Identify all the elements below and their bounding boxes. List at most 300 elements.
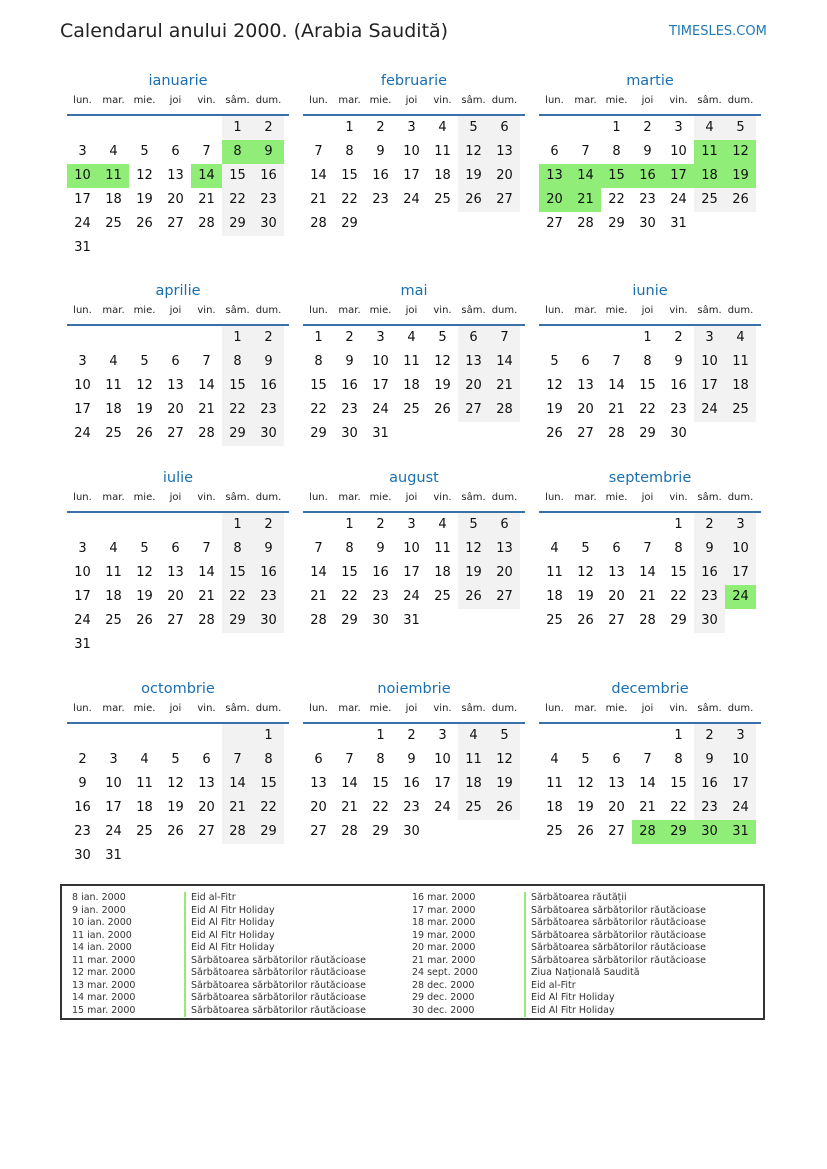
day-cell: 29 xyxy=(310,426,327,441)
day-cell: 25 xyxy=(434,192,451,207)
day-cell: 8 xyxy=(674,752,683,767)
week-row xyxy=(303,513,525,537)
day-cell: 11 xyxy=(105,378,122,393)
empty-day-cell xyxy=(334,724,365,748)
week-row xyxy=(303,748,525,772)
empty-day-cell xyxy=(67,513,98,537)
day-cell: 17 xyxy=(74,589,91,604)
legend-color-bar xyxy=(184,905,186,918)
month-octombrie xyxy=(67,678,289,868)
day-cell: 11 xyxy=(546,776,563,791)
weekday-label: joi xyxy=(641,95,654,106)
day-cell: 1 xyxy=(345,517,354,532)
day-cell: 18 xyxy=(105,192,122,207)
week-row xyxy=(67,796,289,820)
empty-day-cell xyxy=(222,236,253,260)
day-cell: 7 xyxy=(643,752,652,767)
day-cell: 9 xyxy=(345,354,354,369)
day-cell: 21 xyxy=(198,589,215,604)
day-cell: 24 xyxy=(105,824,122,839)
day-cell: 25 xyxy=(694,188,725,212)
day-cell: 27 xyxy=(489,188,520,212)
day-cell: 9 xyxy=(376,144,385,159)
empty-day-cell xyxy=(160,116,191,140)
legend-item xyxy=(72,917,366,930)
weekday-header xyxy=(303,491,525,513)
day-cell: 2 xyxy=(643,120,652,135)
empty-day-cell xyxy=(222,724,253,748)
day-cell: 18 xyxy=(458,772,489,796)
legend-color-bar xyxy=(184,930,186,943)
holiday-day-cell: 29 xyxy=(663,820,694,844)
day-cell: 10 xyxy=(372,354,389,369)
day-cell: 13 xyxy=(198,776,215,791)
day-cell: 16 xyxy=(372,565,389,580)
legend-holiday-name: Sărbătoarea sărbătorilor răutăcioase xyxy=(191,1004,366,1016)
legend-date: 10 ian. 2000 xyxy=(72,917,132,928)
day-cell: 8 xyxy=(674,541,683,556)
day-cell: 14 xyxy=(489,350,520,374)
legend-color-bar xyxy=(184,942,186,955)
day-cell: 10 xyxy=(105,776,122,791)
empty-day-cell xyxy=(191,116,222,140)
day-cell: 26 xyxy=(136,216,153,231)
day-cell: 10 xyxy=(670,144,687,159)
day-cell: 11 xyxy=(546,565,563,580)
day-cell: 6 xyxy=(612,752,621,767)
day-cell: 23 xyxy=(253,188,284,212)
day-cell: 2 xyxy=(345,330,354,345)
brand-link[interactable]: TIMESLES.COM xyxy=(669,24,767,39)
week-row xyxy=(67,609,289,633)
month-name: iulie xyxy=(162,470,194,486)
day-cell: 28 xyxy=(608,426,625,441)
day-cell: 22 xyxy=(639,402,656,417)
empty-day-cell xyxy=(191,326,222,350)
day-cell: 13 xyxy=(310,776,327,791)
weekday-label: vin. xyxy=(197,95,216,106)
day-cell: 20 xyxy=(608,800,625,815)
weekday-label: dum. xyxy=(491,95,518,106)
day-cell: 25 xyxy=(136,824,153,839)
day-cell: 31 xyxy=(74,637,91,652)
week-row xyxy=(67,537,289,561)
day-cell: 17 xyxy=(403,168,420,183)
day-cell: 18 xyxy=(105,402,122,417)
empty-day-cell xyxy=(539,513,570,537)
month-ianuarie xyxy=(67,70,289,260)
day-cell: 8 xyxy=(314,354,323,369)
weekday-label: mar. xyxy=(338,703,361,714)
weekday-label: dum. xyxy=(255,492,282,503)
day-cell: 28 xyxy=(310,613,327,628)
weekday-label: vin. xyxy=(669,95,688,106)
day-cell: 23 xyxy=(670,402,687,417)
week-row xyxy=(539,188,761,212)
day-cell: 5 xyxy=(438,330,447,345)
day-cell: 20 xyxy=(167,402,184,417)
day-cell: 4 xyxy=(438,120,447,135)
empty-day-cell xyxy=(129,513,160,537)
empty-day-cell xyxy=(570,116,601,140)
legend-holiday-name: Sărbătoarea sărbătorilor răutăcioase xyxy=(191,954,366,966)
day-cell: 20 xyxy=(310,800,327,815)
day-cell: 30 xyxy=(253,212,284,236)
day-cell: 7 xyxy=(643,541,652,556)
day-cell: 24 xyxy=(74,426,91,441)
holiday-day-cell: 21 xyxy=(570,188,601,212)
weekday-label: mie. xyxy=(133,492,156,503)
empty-day-cell xyxy=(539,326,570,350)
week-row xyxy=(539,116,761,140)
weekday-label: mar. xyxy=(574,305,597,316)
legend-date: 12 mar. 2000 xyxy=(72,967,136,978)
weekday-label: vin. xyxy=(433,492,452,503)
holiday-day-cell: 24 xyxy=(725,585,756,609)
empty-day-cell xyxy=(222,633,253,657)
day-cell: 4 xyxy=(109,144,118,159)
day-cell: 1 xyxy=(222,116,253,140)
day-cell: 17 xyxy=(74,402,91,417)
day-cell: 7 xyxy=(612,354,621,369)
day-cell: 3 xyxy=(109,752,118,767)
day-cell: 5 xyxy=(489,724,520,748)
week-row xyxy=(67,748,289,772)
day-cell: 23 xyxy=(341,402,358,417)
day-cell: 20 xyxy=(489,561,520,585)
day-cell: 15 xyxy=(372,776,389,791)
day-cell: 4 xyxy=(140,752,149,767)
day-cell: 20 xyxy=(577,402,594,417)
week-row xyxy=(67,236,289,260)
day-cell: 12 xyxy=(136,378,153,393)
empty-day-cell xyxy=(396,212,427,236)
empty-day-cell xyxy=(570,724,601,748)
weekday-label: vin. xyxy=(433,703,452,714)
week-row xyxy=(67,350,289,374)
day-cell: 11 xyxy=(136,776,153,791)
day-cell: 7 xyxy=(202,354,211,369)
day-cell: 16 xyxy=(670,378,687,393)
weekday-label: sâm. xyxy=(697,305,722,316)
day-cell: 14 xyxy=(639,776,656,791)
day-cell: 3 xyxy=(407,120,416,135)
empty-day-cell xyxy=(601,724,632,748)
day-cell: 12 xyxy=(167,776,184,791)
day-cell: 25 xyxy=(403,402,420,417)
holiday-day-cell: 8 xyxy=(222,140,253,164)
weekday-label: lun. xyxy=(309,305,328,316)
legend-item xyxy=(412,892,706,905)
day-cell: 28 xyxy=(639,613,656,628)
holiday-day-cell: 10 xyxy=(67,164,98,188)
day-cell: 29 xyxy=(341,613,358,628)
day-cell: 16 xyxy=(403,776,420,791)
legend-holiday-name: Eid al-Fitr xyxy=(531,979,576,991)
week-row xyxy=(303,820,525,844)
empty-day-cell xyxy=(601,326,632,350)
day-cell: 11 xyxy=(434,541,451,556)
weekday-label: dum. xyxy=(491,492,518,503)
weekday-label: sâm. xyxy=(461,703,486,714)
weekday-label: mie. xyxy=(133,305,156,316)
day-cell: 5 xyxy=(458,116,489,140)
day-cell: 5 xyxy=(581,541,590,556)
legend-date: 19 mar. 2000 xyxy=(412,929,476,941)
holiday-day-cell: 15 xyxy=(601,164,632,188)
empty-day-cell xyxy=(253,236,284,260)
day-cell: 15 xyxy=(670,565,687,580)
empty-day-cell xyxy=(222,844,253,868)
empty-day-cell xyxy=(539,724,570,748)
legend-item xyxy=(72,955,366,968)
holiday-day-cell: 13 xyxy=(539,164,570,188)
day-cell: 30 xyxy=(639,216,656,231)
day-cell: 16 xyxy=(253,561,284,585)
week-row xyxy=(539,140,761,164)
day-cell: 8 xyxy=(643,354,652,369)
empty-day-cell xyxy=(539,116,570,140)
empty-day-cell xyxy=(458,422,489,446)
day-cell: 20 xyxy=(489,164,520,188)
empty-day-cell xyxy=(365,212,396,236)
day-cell: 31 xyxy=(403,613,420,628)
day-cell: 12 xyxy=(546,378,563,393)
legend-date: 13 mar. 2000 xyxy=(72,979,136,991)
legend-date: 20 mar. 2000 xyxy=(412,942,476,953)
day-cell: 8 xyxy=(222,537,253,561)
day-cell: 30 xyxy=(341,426,358,441)
day-cell: 12 xyxy=(577,776,594,791)
legend-date: 24 sept. 2000 xyxy=(412,967,478,978)
day-cell: 1 xyxy=(376,728,385,743)
month-martie xyxy=(539,70,761,236)
holiday-day-cell: 31 xyxy=(725,820,756,844)
day-cell: 12 xyxy=(489,748,520,772)
legend-color-bar xyxy=(524,905,526,918)
day-cell: 3 xyxy=(694,326,725,350)
week-row xyxy=(303,188,525,212)
weekday-label: lun. xyxy=(309,703,328,714)
day-cell: 5 xyxy=(725,116,756,140)
empty-day-cell xyxy=(489,212,520,236)
day-cell: 18 xyxy=(434,565,451,580)
day-cell: 10 xyxy=(725,748,756,772)
empty-day-cell xyxy=(98,513,129,537)
weekday-label: vin. xyxy=(197,703,216,714)
legend-holiday-name: Eid Al Fitr Holiday xyxy=(191,917,275,928)
day-cell: 6 xyxy=(202,752,211,767)
page-title: Calendarul anului 2000. (Arabia Saudită) xyxy=(60,20,449,42)
day-cell: 14 xyxy=(310,565,327,580)
month-iulie xyxy=(67,467,289,657)
legend-color-bar xyxy=(184,892,186,905)
month-name: octombrie xyxy=(141,681,215,697)
day-cell: 17 xyxy=(725,772,756,796)
week-row xyxy=(539,326,761,350)
empty-day-cell xyxy=(303,513,334,537)
day-cell: 7 xyxy=(202,144,211,159)
day-cell: 4 xyxy=(694,116,725,140)
legend-color-bar xyxy=(184,1005,186,1018)
day-cell: 23 xyxy=(403,800,420,815)
day-cell: 2 xyxy=(694,513,725,537)
day-cell: 22 xyxy=(608,192,625,207)
legend-item xyxy=(412,942,706,955)
weekday-header xyxy=(67,304,289,326)
day-cell: 14 xyxy=(222,772,253,796)
weekday-label: joi xyxy=(641,703,654,714)
day-cell: 3 xyxy=(78,541,87,556)
legend-item xyxy=(412,980,706,993)
empty-day-cell xyxy=(725,609,756,633)
week-row xyxy=(539,772,761,796)
legend-item xyxy=(412,930,706,943)
week-row xyxy=(67,820,289,844)
weekday-label: mar. xyxy=(338,492,361,503)
day-cell: 18 xyxy=(403,378,420,393)
legend-holiday-name: Eid Al Fitr Holiday xyxy=(531,1004,615,1016)
week-row xyxy=(67,398,289,422)
month-noiembrie xyxy=(303,678,525,844)
day-cell: 1 xyxy=(612,120,621,135)
month-name: septembrie xyxy=(608,470,692,486)
day-cell: 30 xyxy=(372,613,389,628)
day-cell: 7 xyxy=(314,144,323,159)
holiday-day-cell: 17 xyxy=(663,164,694,188)
legend-date: 11 ian. 2000 xyxy=(72,929,132,941)
day-cell: 12 xyxy=(458,537,489,561)
month-name: mai xyxy=(400,283,428,299)
day-cell: 24 xyxy=(403,192,420,207)
day-cell: 29 xyxy=(253,820,284,844)
weekday-label: mar. xyxy=(338,305,361,316)
day-cell: 7 xyxy=(489,326,520,350)
weekday-label: mie. xyxy=(369,492,392,503)
weekday-label: sâm. xyxy=(225,703,250,714)
holiday-day-cell: 14 xyxy=(191,164,222,188)
day-cell: 8 xyxy=(376,752,385,767)
day-cell: 25 xyxy=(546,613,563,628)
day-cell: 19 xyxy=(434,378,451,393)
week-row xyxy=(303,212,525,236)
week-row xyxy=(303,350,525,374)
holiday-day-cell: 19 xyxy=(725,164,756,188)
day-cell: 8 xyxy=(222,350,253,374)
empty-day-cell xyxy=(98,326,129,350)
weekday-label: lun. xyxy=(545,492,564,503)
day-cell: 1 xyxy=(643,330,652,345)
day-cell: 16 xyxy=(74,800,91,815)
empty-day-cell xyxy=(129,326,160,350)
week-row xyxy=(67,724,289,748)
day-cell: 4 xyxy=(550,752,559,767)
day-cell: 19 xyxy=(546,402,563,417)
weekday-label: joi xyxy=(169,305,182,316)
legend-holiday-name: Sărbătoarea sărbătorilor răutăcioase xyxy=(531,904,706,916)
holiday-day-cell: 16 xyxy=(632,164,663,188)
day-cell: 13 xyxy=(167,565,184,580)
legend-color-bar xyxy=(524,1005,526,1018)
weekday-label: mie. xyxy=(605,95,628,106)
legend-date: 30 dec. 2000 xyxy=(412,1004,475,1016)
day-cell: 15 xyxy=(341,565,358,580)
day-cell: 14 xyxy=(341,776,358,791)
legend-item xyxy=(412,905,706,918)
week-row xyxy=(303,164,525,188)
weekday-label: dum. xyxy=(255,95,282,106)
day-cell: 21 xyxy=(198,192,215,207)
day-cell: 14 xyxy=(310,168,327,183)
weekday-label: lun. xyxy=(73,95,92,106)
day-cell: 1 xyxy=(222,326,253,350)
week-row xyxy=(67,116,289,140)
day-cell: 25 xyxy=(434,589,451,604)
day-cell: 16 xyxy=(694,772,725,796)
weekday-label: dum. xyxy=(727,305,754,316)
day-cell: 7 xyxy=(345,752,354,767)
empty-day-cell xyxy=(458,820,489,844)
legend-holiday-name: Eid Al Fitr Holiday xyxy=(191,904,275,916)
day-cell: 6 xyxy=(171,354,180,369)
legend-color-bar xyxy=(184,980,186,993)
weekday-label: vin. xyxy=(197,305,216,316)
legend-date: 21 mar. 2000 xyxy=(412,954,476,966)
day-cell: 21 xyxy=(310,589,327,604)
week-row xyxy=(539,585,761,609)
week-row xyxy=(67,633,289,657)
day-cell: 3 xyxy=(78,354,87,369)
legend-date: 9 ian. 2000 xyxy=(72,904,126,916)
month-name: februarie xyxy=(380,73,448,89)
day-cell: 23 xyxy=(74,824,91,839)
day-cell: 13 xyxy=(489,140,520,164)
weekday-label: sâm. xyxy=(461,305,486,316)
day-cell: 9 xyxy=(253,350,284,374)
weekday-label: vin. xyxy=(669,703,688,714)
day-cell: 21 xyxy=(639,589,656,604)
day-cell: 14 xyxy=(198,378,215,393)
week-row xyxy=(67,374,289,398)
week-row xyxy=(539,609,761,633)
day-cell: 29 xyxy=(670,613,687,628)
day-cell: 13 xyxy=(489,537,520,561)
legend-item xyxy=(412,967,706,980)
day-cell: 4 xyxy=(725,326,756,350)
day-cell: 31 xyxy=(74,240,91,255)
empty-day-cell xyxy=(570,513,601,537)
weekday-label: joi xyxy=(405,703,418,714)
legend-column-right xyxy=(412,892,706,1017)
empty-day-cell xyxy=(129,844,160,868)
empty-day-cell xyxy=(98,116,129,140)
day-cell: 2 xyxy=(376,120,385,135)
legend-date: 15 mar. 2000 xyxy=(72,1004,136,1016)
week-row xyxy=(303,537,525,561)
weekday-label: sâm. xyxy=(461,492,486,503)
day-cell: 8 xyxy=(345,541,354,556)
day-cell: 6 xyxy=(489,116,520,140)
day-cell: 21 xyxy=(198,402,215,417)
day-cell: 21 xyxy=(310,192,327,207)
legend-holiday-name: Sărbătoarea sărbătorilor răutăcioase xyxy=(531,917,706,928)
weekday-label: mar. xyxy=(338,95,361,106)
weekday-label: joi xyxy=(641,305,654,316)
empty-day-cell xyxy=(191,724,222,748)
empty-day-cell xyxy=(601,513,632,537)
holiday-day-cell: 28 xyxy=(632,820,663,844)
legend-color-bar xyxy=(524,917,526,930)
